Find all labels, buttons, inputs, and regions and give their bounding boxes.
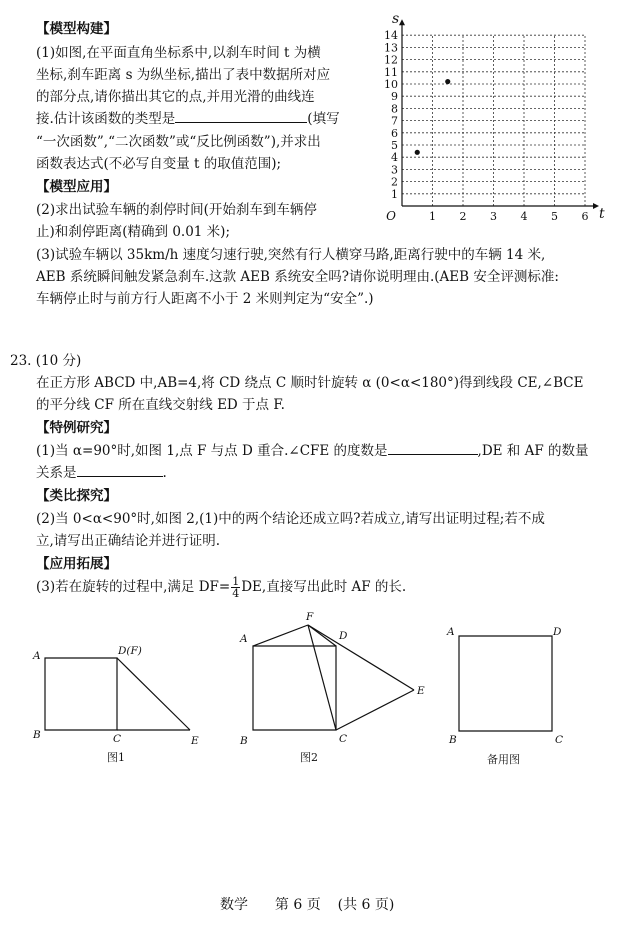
y-tick-label: 11 — [384, 65, 398, 79]
q23-s1-text2: 关系是 — [36, 465, 77, 481]
q23-s3-tail: DE,直接写出此时 AF 的长. — [241, 579, 407, 595]
footer-page: 第 6 页 — [274, 897, 321, 913]
fig1-square — [45, 658, 117, 730]
fig3-square — [459, 636, 552, 731]
y-tick-label: 1 — [391, 187, 398, 201]
fig3-label-c: C — [555, 734, 564, 746]
x-tick-label: 2 — [459, 210, 467, 223]
footer-subject: 数学 — [220, 897, 248, 913]
y-tick-label: 5 — [391, 139, 398, 152]
y-tick-label: 12 — [384, 53, 398, 67]
fig1-label-df: D(F) — [118, 645, 142, 657]
fig2-segment-fc — [308, 625, 336, 730]
x-axis-label: t — [599, 206, 605, 222]
q22-p1-line4-text: 接.估计该函数的类型是 — [36, 111, 176, 127]
fig3-label-a: A — [447, 626, 455, 638]
fig2-label-b: B — [240, 735, 248, 747]
q22-p2-line1: (2)求出试验车辆的刹停时间(开始刹车到车辆停 — [36, 202, 317, 218]
x-tick-label: 5 — [551, 210, 558, 223]
q22-p1-line1: (1)如图,在平面直角坐标系中,以刹车时间 t 为横 — [36, 45, 321, 61]
y-tick-label: 8 — [391, 102, 398, 116]
x-tick-label: 1 — [429, 210, 436, 223]
fig2-label-f: F — [306, 611, 314, 623]
fig1-segment-de — [117, 658, 190, 730]
q23-s2-line1: (2)当 0<α<90°时,如图 2,(1)中的两个结论还成立吗?若成立,请写出证明过程;若不成 — [36, 511, 545, 527]
x-tick-label: 6 — [581, 210, 589, 223]
section-model-apply: 【模型应用】 — [36, 179, 117, 195]
fig1-label-a: A — [33, 650, 41, 662]
fig1-label-e: E — [191, 735, 199, 747]
q23-intro-line1: 在正方形 ABCD 中,AB=4,将 CD 绕点 C 顺时针旋转 α (0<α<180°)得到线段 CE,∠BCE — [36, 375, 584, 391]
y-axis-label: s — [392, 14, 400, 28]
fraction-numerator: 1 — [232, 575, 240, 588]
fig3-label-d: D — [553, 626, 562, 638]
section-model-build: 【模型构建】 — [36, 21, 117, 37]
fig1-label-b: B — [33, 729, 41, 741]
q22-p3-line3: 车辆停止时与前方行人距离不小于 2 米则判定为“安全”.) — [36, 291, 374, 307]
fig1-label-c: C — [113, 733, 122, 745]
fig2-label-c: C — [339, 733, 348, 745]
x-tick-label: 4 — [520, 210, 528, 223]
fig2-label-d: D — [339, 630, 348, 642]
q22-p1-line5: “一次函数”,“二次函数”或“反比例函数”),并求出 — [36, 134, 321, 150]
y-tick-label: 14 — [384, 29, 398, 43]
fraction-denominator: 4 — [232, 587, 240, 600]
q23-s1-end: . — [162, 465, 167, 481]
q23-number: 23. — [10, 353, 32, 369]
y-tick-label: 3 — [391, 163, 398, 177]
y-tick-label: 6 — [391, 126, 398, 140]
q23-s2-line2: 立,请写出正确结论并进行证明. — [36, 533, 221, 549]
fig2-label-e: E — [417, 685, 425, 697]
y-tick-label: 10 — [384, 78, 398, 91]
fig2-segment-af — [253, 625, 308, 646]
page-footer — [220, 896, 394, 914]
fig1-caption: 图1 — [107, 751, 125, 764]
section-extension: 【应用拓展】 — [36, 556, 117, 572]
section-special-case: 【特例研究】 — [36, 420, 117, 436]
origin-label: O — [386, 209, 396, 223]
q23-s1-tail: ,DE 和 AF 的数量 — [477, 443, 589, 459]
fig2-segment-ce — [336, 690, 414, 730]
q22-p1-line3: 的部分点,请你描出其它的点,并用光滑的曲线连 — [36, 89, 315, 105]
fig2-label-a: A — [240, 633, 248, 645]
y-tick-label: 4 — [391, 151, 398, 165]
x-tick-label: 3 — [490, 210, 497, 223]
q22-p3-line2: AEB 系统瞬间触发紧急刹车.这款 AEB 系统安全吗?请你说明理由.(AEB 安全评测标准: — [36, 269, 559, 285]
fig2-segment-fe — [308, 625, 414, 690]
q23-s1-text: (1)当 α=90°时,如图 1,点 F 与点 D 重合.∠CFE 的度数是 — [36, 443, 388, 459]
q22-p1-line6: 函数表达式(不必写自变量 t 的取值范围); — [36, 156, 282, 172]
fig3-caption: 备用图 — [487, 753, 520, 766]
q23-intro-line2: 的平分线 CF 所在直线交射线 ED 于点 F. — [36, 397, 285, 413]
q23-s3-text: (3)若在旋转的过程中,满足 DF= — [36, 579, 231, 595]
q22-p2-line2: 止)和刹停距离(精确到 0.01 米); — [36, 224, 230, 240]
fig2-caption: 图2 — [300, 751, 318, 764]
y-tick-label: 2 — [391, 175, 398, 189]
footer-total: (共 6 页) — [337, 897, 395, 913]
section-analogy: 【类比探究】 — [36, 488, 117, 504]
y-tick-label: 9 — [391, 90, 398, 104]
y-tick-label: 7 — [391, 114, 398, 128]
q23-score: (10 分) — [35, 353, 82, 369]
q22-p1-line4-tail: (填写 — [307, 111, 340, 127]
q22-p1-line2: 坐标,刹车距离 s 为纵坐标,描出了表中数据所对应 — [36, 67, 331, 83]
q22-p3-line1: (3)试验车辆以 35km/h 速度匀速行驶,突然有行人横穿马路,距离行驶中的车辆 14 米, — [36, 247, 546, 263]
fig2-square — [253, 646, 336, 730]
fig3-label-b: B — [449, 734, 457, 746]
y-tick-label: 13 — [384, 41, 398, 55]
